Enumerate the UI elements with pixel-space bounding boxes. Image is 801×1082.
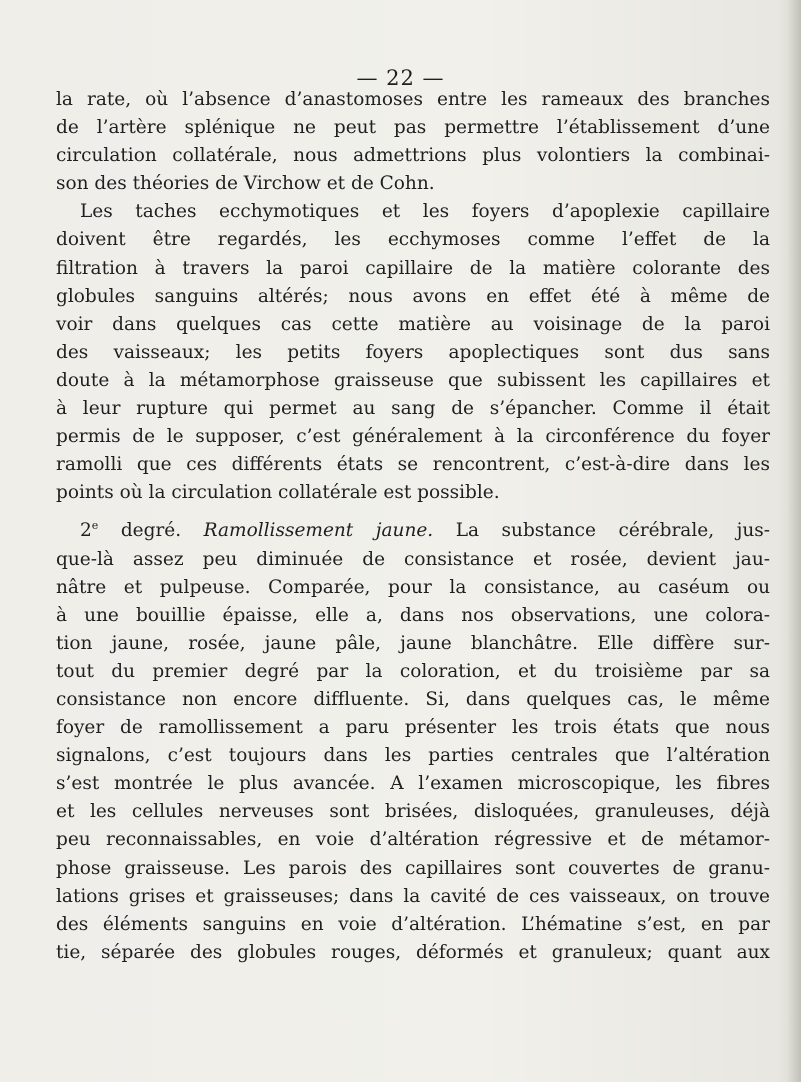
page-number: — 22 — xyxy=(356,66,445,90)
degree-word: degré. xyxy=(98,520,204,542)
text-line: doivent être regardés, les ecchymoses comme l’effet de la xyxy=(56,229,770,251)
text-line: consistance non encore diffluente. Si, dans quelques cas, le même xyxy=(56,688,770,710)
heading-line-rest: La substance cérébrale, jus- xyxy=(433,520,770,542)
text-line: points où la circulation collatérale est possible. xyxy=(56,482,500,504)
text-line: signalons, c’est toujours dans les parties centrales que l’altération xyxy=(56,745,770,767)
text-line: des vaisseaux; les petits foyers apoplectiques sont dus sans xyxy=(56,341,770,363)
text-line: tion jaune, rosée, jaune pâle, jaune blanchâtre. Elle diffère sur- xyxy=(56,632,770,654)
text-line: peu reconnaissables, en voie d’altération régressive et de métamor- xyxy=(56,829,770,851)
text-line: et les cellules nerveuses sont brisées, disloquées, granuleuses, déjà xyxy=(56,801,770,823)
text-line: nâtre et pulpeuse. Comparée, pour la consistance, au caséum ou xyxy=(56,576,770,598)
text-line: voir dans quelques cas cette matière au voisinage de la paroi xyxy=(56,313,770,335)
text-line: son des théories de Virchow et de Cohn. xyxy=(56,173,435,195)
text-line: à une bouillie épaisse, elle a, dans nos observations, une colora- xyxy=(56,604,770,626)
text-line: globules sanguins altérés; nous avons en effet été à même de xyxy=(56,285,770,307)
text-line: circulation collatérale, nous admettrions plus volontiers la combinai- xyxy=(56,145,770,167)
text-line: que-là assez peu diminuée de consistance et rosée, devient jau- xyxy=(56,548,770,570)
section-heading-line xyxy=(56,517,770,545)
text-line: des éléments sanguins en voie d’altération. L’hématine s’est, en par xyxy=(56,913,770,935)
degree-number: 2 xyxy=(80,520,92,542)
text-line: de l’artère splénique ne peut pas permettre l’établissement d’une xyxy=(56,117,770,139)
text-line: doute à la métamorphose graisseuse que subissent les capillaires et xyxy=(56,369,770,391)
paragraph-gap xyxy=(56,507,770,517)
text-line: Les taches ecchymotiques et les foyers d’apoplexie capillaire xyxy=(80,201,770,223)
degree-superscript: e xyxy=(91,519,99,533)
text-line: s’est montrée le plus avancée. A l’examen microscopique, les fibres xyxy=(56,773,770,795)
text-line: lations grises et graisseuses; dans la cavité de ces vaisseaux, on trouve xyxy=(56,885,770,907)
body-text xyxy=(56,86,770,967)
text-line: permis de le supposer, c’est généralement à la circonférence du foyer xyxy=(56,426,770,448)
text-line: à leur rupture qui permet au sang de s’épancher. Comme il était xyxy=(56,398,770,420)
page-edge-shadow xyxy=(787,0,801,1082)
text-line: tout du premier degré par la coloration, et du troisième par sa xyxy=(56,660,770,682)
text-line: ramolli que ces différents états se rencontrent, c’est-à-dire dans les xyxy=(56,454,770,476)
text-line: foyer de ramollissement a paru présenter les trois états que nous xyxy=(56,717,770,739)
text-line: filtration à travers la paroi capillaire de la matière colorante des xyxy=(56,257,770,279)
text-line: phose graisseuse. Les parois des capillaires sont couvertes de granu- xyxy=(56,857,770,879)
text-line: tie, séparée des globules rouges, déformés et granuleux; quant aux xyxy=(56,941,770,963)
section-heading: Ramollissement jaune. xyxy=(203,520,434,542)
text-line: la rate, où l’absence d’anastomoses entre les rameaux des branches xyxy=(56,89,770,110)
